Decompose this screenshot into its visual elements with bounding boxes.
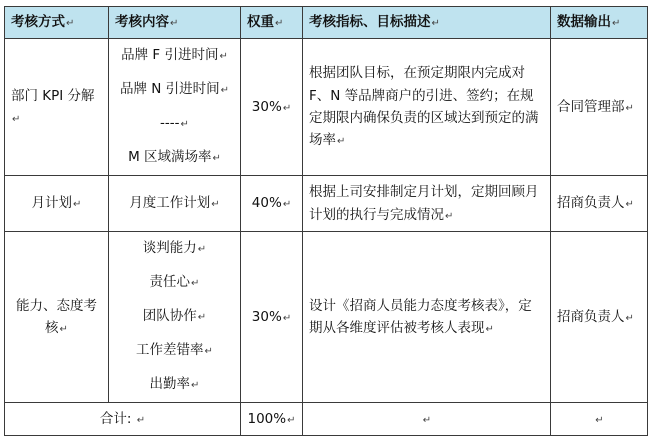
- content-item: 出勤率↵: [149, 376, 200, 392]
- header-content: 考核内容↵: [109, 7, 241, 39]
- content-cell: [109, 39, 241, 176]
- header-target: 考核指标、目标描述↵: [303, 7, 551, 39]
- total-weight-cell: 100%↵: [241, 403, 303, 436]
- total-row: [5, 403, 648, 436]
- method-cell: 部门 KPI 分解↵: [5, 39, 109, 176]
- header-weight: 权重↵: [241, 7, 303, 39]
- weight-cell: 40%↵: [241, 176, 303, 232]
- header-output: 数据输出↵: [551, 7, 648, 39]
- assessment-table: [4, 6, 648, 436]
- method-cell: 能力、态度考核↵: [5, 232, 109, 403]
- content-item: 团队协作↵: [142, 308, 207, 324]
- content-item: M 区域满场率↵: [128, 149, 221, 165]
- total-label-cell: 合计: ↵: [5, 403, 241, 436]
- content-cell: 月度工作计划↵: [109, 176, 241, 232]
- total-target-cell: ↵: [303, 403, 551, 436]
- target-cell: 设计《招商人员能力态度考核表》，定期从各维度评估被考核人表现↵: [303, 232, 551, 403]
- weight-cell: 30%↵: [241, 232, 303, 403]
- output-cell: 合同管理部↵: [551, 39, 648, 176]
- target-cell: 根据上司安排制定月计划，定期回顾月计划的执行与完成情况↵: [303, 176, 551, 232]
- table-header-row: [5, 7, 648, 39]
- content-item: 品牌 F 引进时间↵: [121, 47, 228, 63]
- table-row: [5, 39, 648, 176]
- header-method: 考核方式↵: [5, 7, 109, 39]
- output-cell: 招商负责人↵: [551, 232, 648, 403]
- content-item: 责任心↵: [149, 274, 200, 290]
- content-item: 工作差错率↵: [136, 342, 213, 358]
- total-output-cell: ↵: [551, 403, 648, 436]
- target-cell: 根据团队目标，在预定期限内完成对 F、N 等品牌商户的引进、签约；在规定期限内确保负责的区域达到预定的满场率↵: [303, 39, 551, 176]
- content-item: 品牌 N 引进时间↵: [119, 81, 230, 97]
- method-cell: 月计划↵: [5, 176, 109, 232]
- table-row: [5, 232, 648, 403]
- content-item: 谈判能力↵: [142, 240, 207, 256]
- weight-cell: 30%↵: [241, 39, 303, 176]
- table-row: [5, 176, 648, 232]
- content-item: ----↵: [160, 115, 189, 131]
- output-cell: 招商负责人↵: [551, 176, 648, 232]
- content-cell: [109, 232, 241, 403]
